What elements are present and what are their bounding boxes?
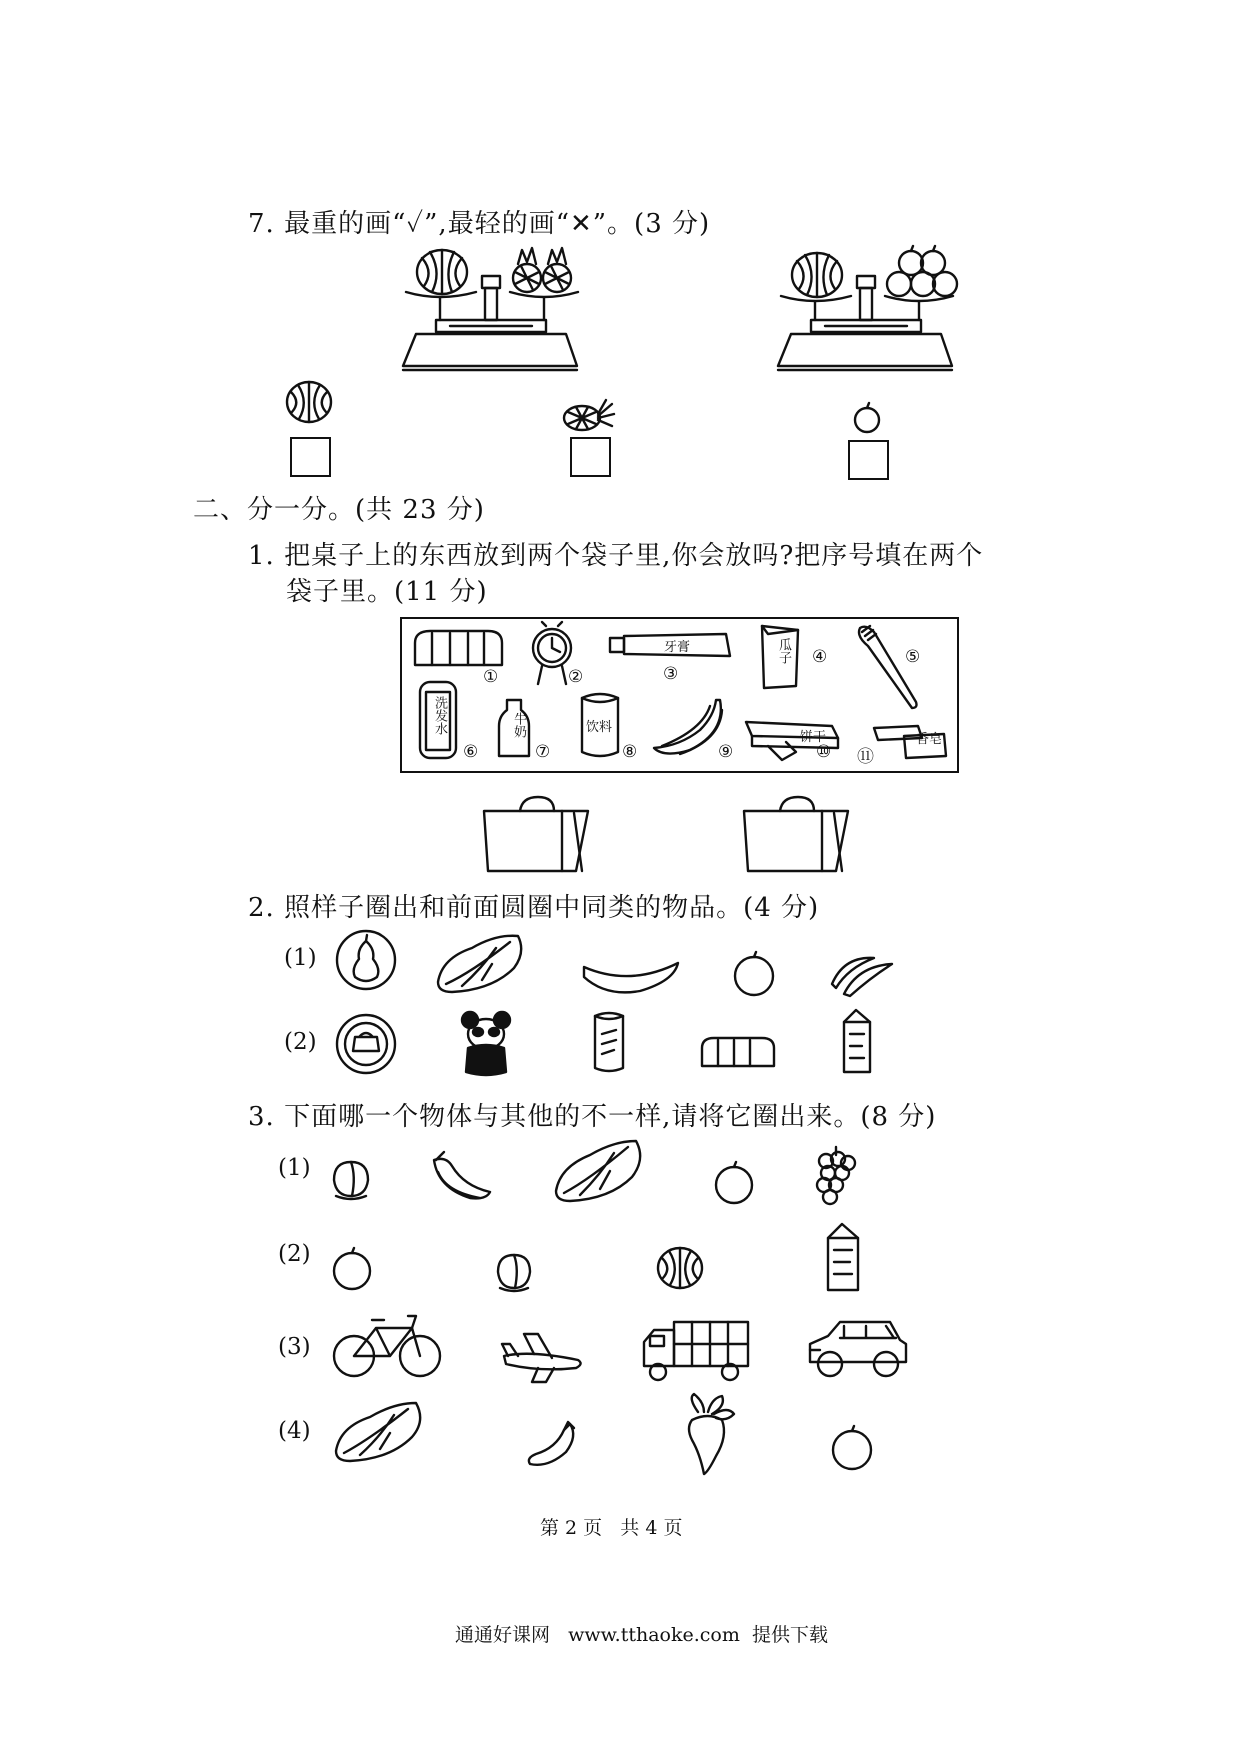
watermelon-icon bbox=[284, 377, 334, 427]
item-no-10: ⑩ bbox=[816, 742, 832, 762]
milk-carton-icon bbox=[822, 1222, 864, 1294]
bread-loaf-icon bbox=[698, 1034, 776, 1070]
panda-toy-icon bbox=[458, 1010, 514, 1078]
apple-icon bbox=[732, 950, 776, 998]
q2-row1-label: (1) bbox=[284, 945, 317, 971]
bicycle-icon bbox=[332, 1306, 444, 1382]
item-no-7: ⑦ bbox=[535, 742, 551, 762]
bananas-icon bbox=[650, 696, 728, 758]
milk-carton-icon bbox=[838, 1008, 876, 1076]
scale-watermelon-apples bbox=[775, 238, 975, 373]
q3-title: 3. 下面哪一个物体与其他的不一样,请将它圈出来。(8 分) bbox=[248, 1102, 937, 1132]
q2-row2-label: (2) bbox=[284, 1029, 317, 1055]
bread-icon bbox=[410, 625, 505, 670]
q1-line1: 1. 把桌子上的东西放到两个袋子里,你会放吗?把序号填在两个 bbox=[248, 541, 984, 571]
item-no-1: ① bbox=[483, 667, 499, 687]
toothpaste-label: 牙膏 bbox=[664, 640, 691, 655]
item-no-8: ⑧ bbox=[622, 742, 638, 762]
page-number: 第 2 页 共 4 页 bbox=[540, 1517, 683, 1539]
q3-row3-label: (3) bbox=[278, 1334, 311, 1360]
peach-icon bbox=[330, 1156, 372, 1202]
item-no-9: ⑨ bbox=[718, 742, 734, 762]
item-no-3: ③ bbox=[663, 664, 679, 684]
milk-label: 牛奶 bbox=[511, 712, 526, 738]
soda-can-icon bbox=[592, 1010, 626, 1076]
apple-icon bbox=[851, 402, 883, 434]
q3-row2-label: (2) bbox=[278, 1241, 311, 1267]
item-no-11: ⑪ bbox=[857, 747, 874, 767]
section2-heading: 二、分一分。(共 23 分) bbox=[193, 495, 485, 525]
pear-in-circle-icon bbox=[333, 927, 399, 993]
apple-answer-box[interactable] bbox=[848, 440, 889, 480]
truck-icon bbox=[640, 1318, 752, 1384]
q2-title: 2. 照样子圈出和前面圆圈中同类的物品。(4 分) bbox=[248, 893, 820, 923]
radish-icon bbox=[678, 1394, 736, 1476]
item-no-6: ⑥ bbox=[463, 742, 479, 762]
apple-icon bbox=[330, 1246, 374, 1292]
apple-icon bbox=[712, 1160, 756, 1206]
bag-left-icon[interactable] bbox=[480, 795, 600, 873]
peach-icon bbox=[494, 1250, 534, 1294]
watermelon-answer-box[interactable] bbox=[290, 437, 331, 477]
q1-line2: 袋子里。(11 分) bbox=[286, 577, 488, 607]
source-credit: 通通好课网 www.tthaoke.com 提供下载 bbox=[455, 1624, 828, 1646]
soap-label: 香皂 bbox=[916, 732, 943, 747]
grapes-icon bbox=[814, 1145, 858, 1209]
apple-icon bbox=[830, 1424, 874, 1472]
item-no-2: ② bbox=[568, 667, 584, 687]
cabbage-icon bbox=[432, 928, 528, 996]
snack-in-circle-icon bbox=[333, 1011, 399, 1077]
drink-label: 饮料 bbox=[586, 720, 613, 735]
scale-watermelon-pineapple bbox=[400, 238, 600, 373]
q3-row4-label: (4) bbox=[278, 1418, 311, 1444]
q7-title: 7. 最重的画“✓”,最轻的画“✕”。(3 分) bbox=[248, 209, 711, 239]
cabbage-icon bbox=[330, 1395, 426, 1465]
airplane-icon bbox=[500, 1330, 586, 1384]
eggplant-icon bbox=[524, 1420, 580, 1470]
melon-slices-icon bbox=[826, 950, 898, 1000]
jeep-icon bbox=[806, 1316, 910, 1382]
item-no-4: ④ bbox=[812, 647, 828, 667]
banana-icon bbox=[580, 955, 682, 999]
q3-row1-label: (1) bbox=[278, 1155, 311, 1181]
bananas-bunch-icon bbox=[430, 1148, 494, 1204]
watermelon-icon bbox=[655, 1244, 705, 1292]
item-no-5: ⑤ bbox=[905, 647, 921, 667]
bag-right-icon[interactable] bbox=[740, 795, 860, 873]
pineapple-icon bbox=[562, 392, 616, 432]
cabbage-icon bbox=[550, 1133, 646, 1205]
melon-seeds-label: 瓜子 bbox=[776, 638, 791, 664]
pineapple-answer-box[interactable] bbox=[570, 437, 611, 477]
biscuits-label: 饼干 bbox=[800, 730, 827, 745]
shampoo-label: 洗发水 bbox=[432, 696, 447, 735]
